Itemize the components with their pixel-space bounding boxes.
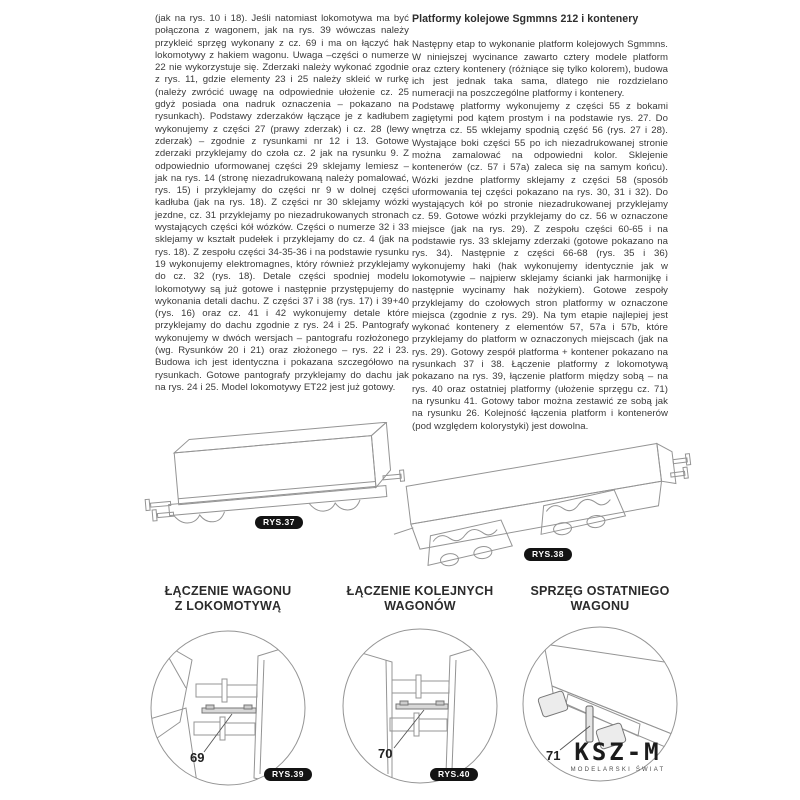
figure-39-title: [133, 584, 323, 614]
container-wagon-perspective-drawing: [128, 422, 428, 562]
part-69-label: 69: [190, 750, 205, 765]
right-column-paragraph-2: Podstawę platformy wykonujemy z części 55 z bokami zagiętymi pod kątem prostym i na podstawie rys. 27. Do wnętrza cz. 55 wklejamy spodnią część 56 (rys. 27 i 28). Wystające boki części 55 po ich niezadrukowanej stronie można zamalować na odpowiedni kolor. Sklejenie kontenerów (cz. 57 i 57a) zaleca się na samym końcu). Wózki jezdne platformy sklejamy z części 58 (sposób uformowania tej części pokazano na rys. 30, 31 i 32). Do wystających kół po stronie niezadrukowanej przyklejamy cz. 59. Gotowe wózki przyklejamy do cz. 56 w oznaczone miejsce (jak na rys. 29). Z zespołu części 60-65 i na podstawie rys. 33 sklejamy zderzaki (gotowe pokazano na rys. 34). Następnie z części 66-68 (rys. 35 i 36) wykonujemy haki (hak wykonujemy identycznie jak w lokomotywie – najpierw sklejamy ścianki jak harmonijkę i następnie wycinamy hak nożykiem). Gotowe zespoły przyklejamy do czołowych stron platformy w oznaczone miejsca (zgodnie z rys. 29). Na tym etapie najlepiej jest wykonać kontenery z elementów 57, 57a i 57b, które przyklejamy do platform w oznaczonych miejscach (jak na rys. 29). Gotowy zespół platforma + kontener pokazano na rysunkach 37 i 38. Łączenie platformy z lokomotywą pokazano na rys. 39, łączenie platform między sobą – na rys. 40 oraz ostatniej platformy (ułożenie sprzęgu cz. 71) na rysunku 41. Gotowy tabor można zestawić ze sobą jak na rysunku 26. Kolejność łączenia platform i kontenerów (pod względem kolorystyki) jest dowolna.: [412, 100, 668, 432]
left-text-column: [155, 13, 409, 394]
figure-41-title-line2: WAGONU: [570, 599, 630, 613]
part-70-label: 70: [378, 746, 393, 761]
figure-41-title-line1: SPRZĘG OSTATNIEGO: [530, 584, 670, 598]
figure-38-badge: RYS.38: [524, 548, 572, 561]
figure-40-badge: RYS.40: [430, 768, 478, 781]
publisher-logo-name: KSZ-M: [574, 738, 662, 766]
right-column-paragraph-1: Następny etap to wykonanie platform kolejowych Sgmmns. W niniejszej wycinance zawarto cztery modele platform oraz cztery kontenery (różniące się tylko kolorem), budowa ich jest jednak taka sama, dlatego nie rozdzielano numeracji na poszczególne platformy i kontenery.: [412, 39, 668, 100]
coupling-to-locomotive-detail-drawing: [146, 626, 310, 790]
figure-39-badge: RYS.39: [264, 768, 312, 781]
figure-40-title-line2: WAGONÓW: [384, 599, 456, 613]
publisher-logo: [556, 740, 680, 773]
figure-37-badge: RYS.37: [255, 516, 303, 529]
part-71-label: 71: [546, 748, 561, 763]
left-column-paragraph: (jak na rys. 10 i 18). Jeśli natomiast lokomotywa ma być połączona z wagonem, jak na rys. 39 wówczas należy przykleić sprzęg wykonany z cz. 69 i ma on łączyć hak lokomotywy z hakiem wagonu. Uwaga –części o numerze 22 nie wykorzystuje się. Zderzaki należy wykonać zgodnie z rys. 11, gdzie elementy 23 i 25 należy skleić w rurkę (należy zwrócić uwagę na odpowiednie ułożenie cz. 25 gdyż posiada ona nadruk oznaczenia – pokazano na rysunkach). Podstawy zderzaków łączące je z kadłubem wykonujemy z części 27 (prawy zderzak) i cz. 28 (lewy zderzak) – zgodnie z rysunkami nr 12 i 13. Gotowe zderzaki przyklejamy do czoła cz. 2 jak na rysunku 9. Z odpowiednio uformowanej części 29 sklejamy lemiesz – jak na rys. 14 (stronę niezadrukowaną należy pomalować, rys. 15) i przyklejamy do części nr 9 w dolnej części kadłuba (jak na rys. 18). Z części nr 30 sklejamy wózki jezdne, cz. 31 przyklejamy po niezadrukowanych stronach wystających części kół wózków. Części o numerze 32 i 33 sklejamy w kształt pudełek i przyklejamy do cz. 4 (jak na rys. 18). Z zespołu części 34-35-36 i na podstawie rysunku 19 wykonujemy elektromagnes, który również przyklejamy do cz. 32 (rys. 18). Detale części spodniej modelu lokomotywy są już gotowe i następnie przystępujemy do wykonania detali dachu. Z części 37 i 38 (rys. 17) i 39+40 (rys. 16) oraz cz. 41 i 42 wykonujemy detale które przyklejamy do dachu zgodnie z rys. 24 i 25. Pantografy wykonujemy w dwóch wersjach – pantografu rozłożonego (wg. Rysunków 20 i 21) oraz złożonego – rys. 22 i 23. Budowa ich jest identyczna i pokazana szczegółowo na rysunkach. Gotowe pantografy przyklejamy do dachu jak na rys. 24 i 25. Model lokomotywy ET22 jest już gotowy.: [155, 13, 409, 393]
figure-41-title: [505, 584, 695, 614]
figure-39-title-line1: ŁĄCZENIE WAGONU: [164, 584, 292, 598]
wagon-underside-perspective-drawing: [392, 434, 697, 589]
figure-39-title-line2: Z LOKOMOTYWĄ: [174, 599, 282, 613]
section-title: Platformy kolejowe Sgmmns 212 i kontenery: [412, 13, 639, 25]
right-text-column: [412, 13, 668, 433]
publisher-logo-tagline: MODELARSKI ŚWIAT: [570, 767, 666, 773]
coupling-between-wagons-detail-drawing: [338, 624, 502, 788]
figure-40-title: [325, 584, 515, 614]
figure-40-title-line1: ŁĄCZENIE KOLEJNYCH: [346, 584, 494, 598]
